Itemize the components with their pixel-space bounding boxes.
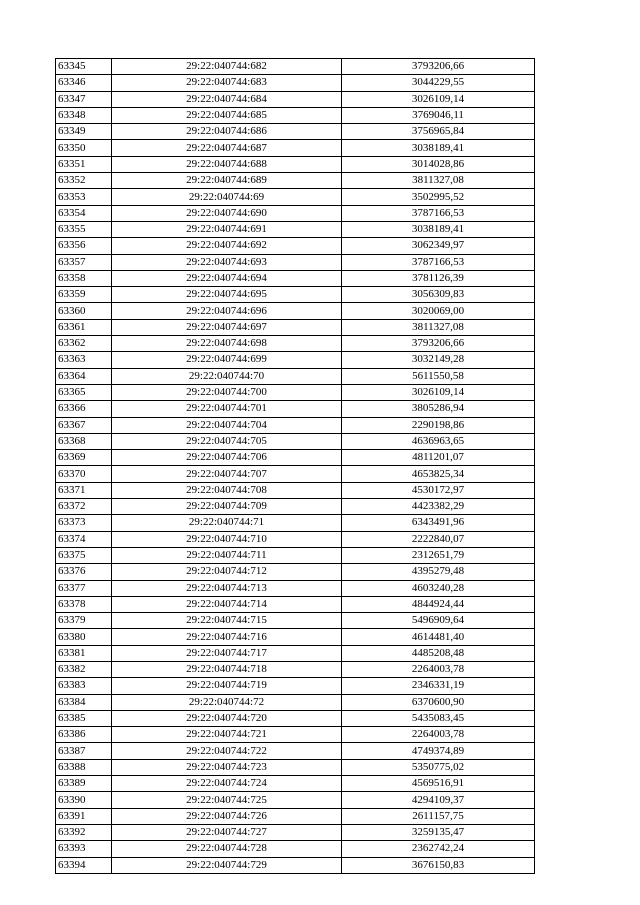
row-number-cell: 63357 bbox=[56, 254, 112, 270]
table-row bbox=[56, 221, 535, 237]
cadastral-value-cell: 3793206,66 bbox=[342, 59, 535, 75]
table-row bbox=[56, 596, 535, 612]
cadastral-number-cell: 29:22:040744:706 bbox=[112, 450, 342, 466]
table-row bbox=[56, 759, 535, 775]
table-row bbox=[56, 580, 535, 596]
table-row bbox=[56, 107, 535, 123]
cadastral-number-cell: 29:22:040744:711 bbox=[112, 547, 342, 563]
cadastral-value-cell: 4485208,48 bbox=[342, 645, 535, 661]
row-number-cell: 63352 bbox=[56, 173, 112, 189]
row-number-cell: 63359 bbox=[56, 287, 112, 303]
table-row bbox=[56, 124, 535, 140]
cadastral-number-cell: 29:22:040744:696 bbox=[112, 303, 342, 319]
cadastral-number-cell: 29:22:040744:698 bbox=[112, 336, 342, 352]
row-number-cell: 63348 bbox=[56, 107, 112, 123]
table-row bbox=[56, 727, 535, 743]
cadastral-value-cell: 4423382,29 bbox=[342, 499, 535, 515]
cadastral-value-cell: 5496909,64 bbox=[342, 613, 535, 629]
cadastral-number-cell: 29:22:040744:70 bbox=[112, 368, 342, 384]
table-row bbox=[56, 743, 535, 759]
row-number-cell: 63367 bbox=[56, 417, 112, 433]
row-number-cell: 63372 bbox=[56, 499, 112, 515]
cadastral-number-cell: 29:22:040744:707 bbox=[112, 466, 342, 482]
row-number-cell: 63358 bbox=[56, 270, 112, 286]
cadastral-value-cell: 3787166,53 bbox=[342, 205, 535, 221]
row-number-cell: 63355 bbox=[56, 221, 112, 237]
cadastral-value-cell: 4749374,89 bbox=[342, 743, 535, 759]
table-row bbox=[56, 287, 535, 303]
row-number-cell: 63361 bbox=[56, 319, 112, 335]
cadastral-value-cell: 6370600,90 bbox=[342, 694, 535, 710]
table-row bbox=[56, 384, 535, 400]
table-row bbox=[56, 792, 535, 808]
cadastral-value-cell: 3026109,14 bbox=[342, 384, 535, 400]
row-number-cell: 63363 bbox=[56, 352, 112, 368]
cadastral-number-cell: 29:22:040744:686 bbox=[112, 124, 342, 140]
cadastral-value-cell: 3793206,66 bbox=[342, 336, 535, 352]
row-number-cell: 63349 bbox=[56, 124, 112, 140]
row-number-cell: 63388 bbox=[56, 759, 112, 775]
row-number-cell: 63346 bbox=[56, 75, 112, 91]
cadastral-value-cell: 2312651,79 bbox=[342, 547, 535, 563]
cadastral-number-cell: 29:22:040744:699 bbox=[112, 352, 342, 368]
row-number-cell: 63389 bbox=[56, 776, 112, 792]
cadastral-value-cell: 4294109,37 bbox=[342, 792, 535, 808]
cadastral-number-cell: 29:22:040744:692 bbox=[112, 238, 342, 254]
cadastral-number-cell: 29:22:040744:723 bbox=[112, 759, 342, 775]
row-number-cell: 63378 bbox=[56, 596, 112, 612]
cadastral-value-cell: 3020069,00 bbox=[342, 303, 535, 319]
cadastral-number-cell: 29:22:040744:717 bbox=[112, 645, 342, 661]
cadastral-value-cell: 3769046,11 bbox=[342, 107, 535, 123]
cadastral-number-cell: 29:22:040744:727 bbox=[112, 824, 342, 840]
row-number-cell: 63390 bbox=[56, 792, 112, 808]
cadastral-value-cell: 5435083,45 bbox=[342, 710, 535, 726]
row-number-cell: 63376 bbox=[56, 564, 112, 580]
table-row bbox=[56, 564, 535, 580]
table-row bbox=[56, 401, 535, 417]
row-number-cell: 63394 bbox=[56, 857, 112, 873]
cadastral-number-cell: 29:22:040744:718 bbox=[112, 661, 342, 677]
table-row bbox=[56, 319, 535, 335]
cadastral-value-cell: 4530172,97 bbox=[342, 482, 535, 498]
table-row bbox=[56, 645, 535, 661]
table-row bbox=[56, 857, 535, 873]
table-row bbox=[56, 189, 535, 205]
table-row bbox=[56, 205, 535, 221]
cadastral-number-cell: 29:22:040744:72 bbox=[112, 694, 342, 710]
cadastral-number-cell: 29:22:040744:683 bbox=[112, 75, 342, 91]
row-number-cell: 63360 bbox=[56, 303, 112, 319]
cadastral-number-cell: 29:22:040744:697 bbox=[112, 319, 342, 335]
cadastral-number-cell: 29:22:040744:715 bbox=[112, 613, 342, 629]
cadastral-number-cell: 29:22:040744:724 bbox=[112, 776, 342, 792]
cadastral-value-cell: 3756965,84 bbox=[342, 124, 535, 140]
table-row bbox=[56, 661, 535, 677]
cadastral-number-cell: 29:22:040744:684 bbox=[112, 91, 342, 107]
cadastral-value-cell: 3811327,08 bbox=[342, 173, 535, 189]
row-number-cell: 63351 bbox=[56, 156, 112, 172]
cadastral-number-cell: 29:22:040744:714 bbox=[112, 596, 342, 612]
cadastral-value-cell: 4844924,44 bbox=[342, 596, 535, 612]
cadastral-value-cell: 4614481,40 bbox=[342, 629, 535, 645]
table-row bbox=[56, 824, 535, 840]
cadastral-number-cell: 29:22:040744:705 bbox=[112, 433, 342, 449]
cadastral-value-cell: 5611550,58 bbox=[342, 368, 535, 384]
cadastral-value-cell: 3026109,14 bbox=[342, 91, 535, 107]
table-row bbox=[56, 694, 535, 710]
row-number-cell: 63365 bbox=[56, 384, 112, 400]
table-row bbox=[56, 238, 535, 254]
table-row bbox=[56, 776, 535, 792]
cadastral-value-cell: 3781126,39 bbox=[342, 270, 535, 286]
table-row bbox=[56, 808, 535, 824]
table-row bbox=[56, 629, 535, 645]
table-row bbox=[56, 841, 535, 857]
cadastral-number-cell: 29:22:040744:687 bbox=[112, 140, 342, 156]
cadastral-number-cell: 29:22:040744:709 bbox=[112, 499, 342, 515]
row-number-cell: 63385 bbox=[56, 710, 112, 726]
row-number-cell: 63391 bbox=[56, 808, 112, 824]
cadastral-value-cell: 2290198,86 bbox=[342, 417, 535, 433]
cadastral-value-cell: 3062349,97 bbox=[342, 238, 535, 254]
cadastral-value-cell: 5350775,02 bbox=[342, 759, 535, 775]
row-number-cell: 63350 bbox=[56, 140, 112, 156]
cadastral-value-cell: 3056309,83 bbox=[342, 287, 535, 303]
cadastral-number-cell: 29:22:040744:720 bbox=[112, 710, 342, 726]
cadastral-value-cell: 3014028,86 bbox=[342, 156, 535, 172]
table-row bbox=[56, 270, 535, 286]
cadastral-value-cell: 3038189,41 bbox=[342, 221, 535, 237]
cadastral-value-cell: 3259135,47 bbox=[342, 824, 535, 840]
row-number-cell: 63380 bbox=[56, 629, 112, 645]
cadastral-value-cell: 3032149,28 bbox=[342, 352, 535, 368]
cadastral-value-cell: 3038189,41 bbox=[342, 140, 535, 156]
cadastral-value-cell: 4653825,34 bbox=[342, 466, 535, 482]
row-number-cell: 63354 bbox=[56, 205, 112, 221]
cadastral-value-cell: 2346331,19 bbox=[342, 678, 535, 694]
cadastral-number-cell: 29:22:040744:685 bbox=[112, 107, 342, 123]
table-row bbox=[56, 352, 535, 368]
row-number-cell: 63364 bbox=[56, 368, 112, 384]
cadastral-number-cell: 29:22:040744:722 bbox=[112, 743, 342, 759]
cadastral-number-cell: 29:22:040744:719 bbox=[112, 678, 342, 694]
table-row bbox=[56, 678, 535, 694]
table-row bbox=[56, 75, 535, 91]
row-number-cell: 63383 bbox=[56, 678, 112, 694]
row-number-cell: 63373 bbox=[56, 515, 112, 531]
row-number-cell: 63371 bbox=[56, 482, 112, 498]
cadastral-number-cell: 29:22:040744:716 bbox=[112, 629, 342, 645]
cadastral-value-cell: 4395279,48 bbox=[342, 564, 535, 580]
cadastral-value-cell: 3811327,08 bbox=[342, 319, 535, 335]
cadastral-value-cell: 4811201,07 bbox=[342, 450, 535, 466]
table-row bbox=[56, 710, 535, 726]
row-number-cell: 63381 bbox=[56, 645, 112, 661]
row-number-cell: 63362 bbox=[56, 336, 112, 352]
cadastral-number-cell: 29:22:040744:721 bbox=[112, 727, 342, 743]
table-row bbox=[56, 433, 535, 449]
cadastral-value-cell: 2264003,78 bbox=[342, 727, 535, 743]
cadastral-value-cell: 3805286,94 bbox=[342, 401, 535, 417]
cadastral-number-cell: 29:22:040744:704 bbox=[112, 417, 342, 433]
cadastral-number-cell: 29:22:040744:700 bbox=[112, 384, 342, 400]
cadastral-number-cell: 29:22:040744:694 bbox=[112, 270, 342, 286]
row-number-cell: 63345 bbox=[56, 59, 112, 75]
cadastral-value-cell: 3044229,55 bbox=[342, 75, 535, 91]
row-number-cell: 63379 bbox=[56, 613, 112, 629]
cadastral-number-cell: 29:22:040744:71 bbox=[112, 515, 342, 531]
table-row bbox=[56, 613, 535, 629]
table-row bbox=[56, 59, 535, 75]
row-number-cell: 63366 bbox=[56, 401, 112, 417]
cadastral-value-cell: 2611157,75 bbox=[342, 808, 535, 824]
cadastral-number-cell: 29:22:040744:69 bbox=[112, 189, 342, 205]
row-number-cell: 63375 bbox=[56, 547, 112, 563]
cadastral-value-cell: 4636963,65 bbox=[342, 433, 535, 449]
cadastral-number-cell: 29:22:040744:710 bbox=[112, 531, 342, 547]
cadastral-value-cell: 4569516,91 bbox=[342, 776, 535, 792]
cadastral-number-cell: 29:22:040744:689 bbox=[112, 173, 342, 189]
cadastral-number-cell: 29:22:040744:713 bbox=[112, 580, 342, 596]
row-number-cell: 63370 bbox=[56, 466, 112, 482]
cadastral-number-cell: 29:22:040744:729 bbox=[112, 857, 342, 873]
cadastral-number-cell: 29:22:040744:712 bbox=[112, 564, 342, 580]
cadastral-value-cell: 2264003,78 bbox=[342, 661, 535, 677]
cadastral-value-cell: 2362742,24 bbox=[342, 841, 535, 857]
cadastral-number-cell: 29:22:040744:701 bbox=[112, 401, 342, 417]
table-row bbox=[56, 140, 535, 156]
row-number-cell: 63368 bbox=[56, 433, 112, 449]
cadastral-number-cell: 29:22:040744:693 bbox=[112, 254, 342, 270]
table-row bbox=[56, 531, 535, 547]
cadastral-value-cell: 3502995,52 bbox=[342, 189, 535, 205]
row-number-cell: 63386 bbox=[56, 727, 112, 743]
row-number-cell: 63347 bbox=[56, 91, 112, 107]
table-row bbox=[56, 515, 535, 531]
table-row bbox=[56, 336, 535, 352]
table-body bbox=[56, 59, 535, 874]
row-number-cell: 63384 bbox=[56, 694, 112, 710]
table-row bbox=[56, 499, 535, 515]
row-number-cell: 63387 bbox=[56, 743, 112, 759]
cadastral-number-cell: 29:22:040744:726 bbox=[112, 808, 342, 824]
table-row bbox=[56, 368, 535, 384]
cadastral-value-cell: 3676150,83 bbox=[342, 857, 535, 873]
table-row bbox=[56, 547, 535, 563]
row-number-cell: 63374 bbox=[56, 531, 112, 547]
table-row bbox=[56, 417, 535, 433]
cadastral-number-cell: 29:22:040744:690 bbox=[112, 205, 342, 221]
row-number-cell: 63377 bbox=[56, 580, 112, 596]
table-row bbox=[56, 303, 535, 319]
table-row bbox=[56, 156, 535, 172]
row-number-cell: 63356 bbox=[56, 238, 112, 254]
row-number-cell: 63353 bbox=[56, 189, 112, 205]
cadastral-value-cell: 6343491,96 bbox=[342, 515, 535, 531]
cadastral-number-cell: 29:22:040744:688 bbox=[112, 156, 342, 172]
table-row bbox=[56, 450, 535, 466]
row-number-cell: 63369 bbox=[56, 450, 112, 466]
cadastral-value-cell: 2222840,07 bbox=[342, 531, 535, 547]
table-row bbox=[56, 254, 535, 270]
cadastral-number-cell: 29:22:040744:682 bbox=[112, 59, 342, 75]
table-row bbox=[56, 91, 535, 107]
cadastral-value-cell: 4603240,28 bbox=[342, 580, 535, 596]
table-row bbox=[56, 466, 535, 482]
row-number-cell: 63392 bbox=[56, 824, 112, 840]
table-row bbox=[56, 173, 535, 189]
cadastral-number-cell: 29:22:040744:725 bbox=[112, 792, 342, 808]
cadastral-number-cell: 29:22:040744:695 bbox=[112, 287, 342, 303]
cadastral-value-cell: 3787166,53 bbox=[342, 254, 535, 270]
cadastral-value-table bbox=[55, 58, 535, 874]
row-number-cell: 63393 bbox=[56, 841, 112, 857]
cadastral-number-cell: 29:22:040744:728 bbox=[112, 841, 342, 857]
cadastral-number-cell: 29:22:040744:708 bbox=[112, 482, 342, 498]
row-number-cell: 63382 bbox=[56, 661, 112, 677]
cadastral-number-cell: 29:22:040744:691 bbox=[112, 221, 342, 237]
table-row bbox=[56, 482, 535, 498]
